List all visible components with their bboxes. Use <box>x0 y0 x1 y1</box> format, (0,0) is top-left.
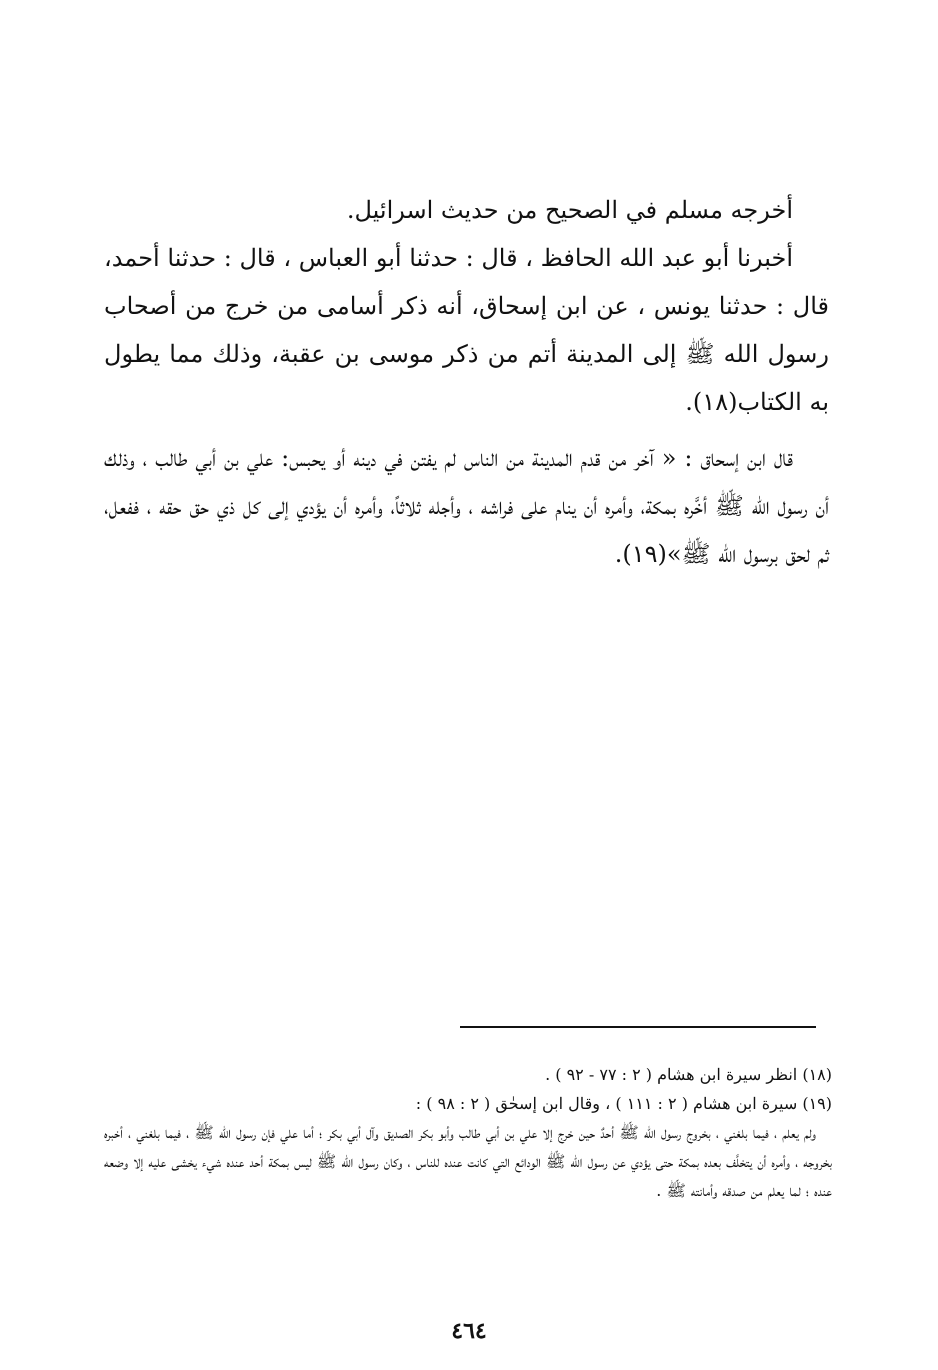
main-text <box>104 186 829 578</box>
footnotes <box>104 1060 832 1205</box>
footnote-19: (١٩) سيرة ابن هشام ( ٢ : ١١١ ) ، وقال ابن إسحٰق ( ٢ : ٩٨ ) : <box>415 1094 832 1113</box>
footnote-separator <box>460 1026 816 1028</box>
paragraph-1: أخرجه مسلم في الصحيح من حديث اسرائيل. <box>346 196 793 224</box>
footnote-19-text: ولم يعلم ، فيما بلغني ، بخروج رسول الله ﷺ أحدٌ حين خرج إلا علي بن أبي طالب وأبو بكر الصديق وآل أبي بكر ؛ أما علي فإن رسول الله ﷺ ، فيما بلغني ، أخبره بخروجه ، وأمره أن يتخلَّف بعده بمكة حتى يؤدي عن رسول الله ﷺ الودائع التي كانت عنده للناس ، وكان رسول الله ﷺ ليس بمكة أحد عنده شيء يخشى عليه إلا وضعه عنده ؛ لما يعلم من صدقه وأمانته ﷺ . <box>104 1123 833 1200</box>
paragraph-3: قال ابن إسحاق : « آخر من قدم المدينة من الناس لم يفتن في دينه أو يحبس: علي بن أبي طالب ، وذلك أن رسول الله ﷺ أخَّره بمكة، وأمره أن ينام على فراشه ، وأجله ثلاثاً، وأمره أن يؤدي إلى كل ذي حق حقه ، ففعل، ثم لحق برسول الله ﷺ»(١٩). <box>104 444 829 568</box>
footnote-18: (١٨) انظر سيرة ابن هشام ( ٢ : ٧٧ - ٩٢ ) . <box>545 1065 832 1084</box>
page-number: ٤٦٤ <box>451 1318 487 1344</box>
paragraph-2: أخبرنا أبو عبد الله الحافظ ، قال : حدثنا أبو العباس ، قال : حدثنا أحمد، قال : حدثنا يونس ، عن ابن إسحاق، أنه ذكر أسامى من خرج من أصحاب رسول الله ﷺ إلى المدينة أتم من ذكر موسى بن عقبة، وذلك مما يطول به الكتاب(١٨). <box>104 244 829 416</box>
